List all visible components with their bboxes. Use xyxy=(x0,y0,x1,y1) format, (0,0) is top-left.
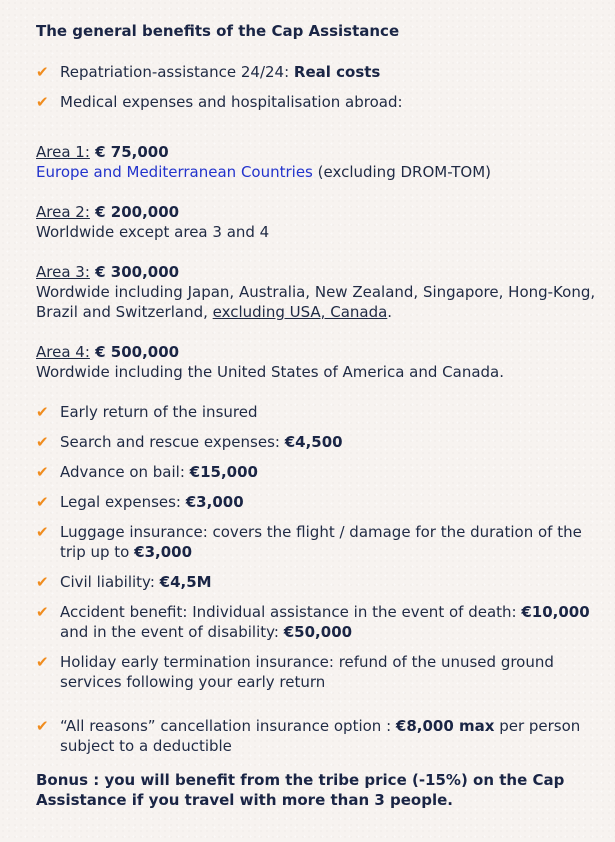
item-text: Accident benefit: Individual assistance in the event of death: xyxy=(60,603,522,621)
area-label: Area 4: xyxy=(36,343,90,361)
item-value: €3,000 xyxy=(185,493,244,511)
checkmark-icon: ✔ xyxy=(36,63,49,81)
item-text: Early return of the insured xyxy=(60,403,258,421)
list-item-cancellation xyxy=(36,716,596,756)
item-text: Medical expenses and hospitalisation abroad: xyxy=(60,93,403,111)
area-description: (excluding DROM-TOM) xyxy=(312,163,491,181)
item-value-2: €50,000 xyxy=(283,623,353,641)
list-item xyxy=(36,652,596,692)
list-item xyxy=(36,432,596,452)
area-3 xyxy=(36,262,596,322)
checkmark-icon: ✔ xyxy=(36,433,49,451)
item-text: Search and rescue expenses: xyxy=(60,433,285,451)
item-value: €3,000 xyxy=(134,543,193,561)
list-item xyxy=(36,492,596,512)
item-value: €15,000 xyxy=(189,463,258,481)
checkmark-icon: ✔ xyxy=(36,493,49,511)
area-description: Wordwide including the United States of America and Canada. xyxy=(36,363,505,381)
area-4 xyxy=(36,342,596,382)
item-value: €10,000 xyxy=(521,603,590,621)
list-item xyxy=(36,62,596,82)
item-text: Luggage insurance: covers the flight / damage for the duration of the trip up to xyxy=(60,523,582,561)
list-item xyxy=(36,522,596,562)
list-item xyxy=(36,462,596,482)
item-text: Legal expenses: xyxy=(60,493,186,511)
list-item xyxy=(36,402,596,422)
item-text: “All reasons” cancellation insurance option : xyxy=(60,717,396,735)
area-1 xyxy=(36,142,596,182)
area-amount: € 500,000 xyxy=(89,343,180,361)
benefits-page xyxy=(36,20,596,810)
item-text-2: and in the event of disability: xyxy=(60,623,284,641)
item-value: €4,500 xyxy=(284,433,343,451)
item-text: Holiday early termination insurance: refund of the unused ground services following your early return xyxy=(60,653,554,691)
checkmark-icon: ✔ xyxy=(36,573,49,591)
item-value: €4,5M xyxy=(159,573,212,591)
item-value: Real costs xyxy=(293,63,381,81)
checkmark-icon: ✔ xyxy=(36,523,49,541)
item-value: €8,000 max xyxy=(395,717,495,735)
checkmark-icon: ✔ xyxy=(36,403,49,421)
item-text: Advance on bail: xyxy=(60,463,190,481)
area-description-end: . xyxy=(387,303,393,321)
area-amount: € 300,000 xyxy=(89,263,180,281)
checkmark-icon: ✔ xyxy=(36,717,49,735)
checkmark-icon: ✔ xyxy=(36,93,49,111)
bonus-note: Bonus : you will benefit from the tribe price (-15%) on the Cap Assistance if you travel with more than 3 people. xyxy=(36,771,565,809)
area-label: Area 1: xyxy=(36,143,90,161)
area-label: Area 3: xyxy=(36,263,90,281)
area-2 xyxy=(36,202,596,242)
checkmark-icon: ✔ xyxy=(36,603,49,621)
checkmark-icon: ✔ xyxy=(36,463,49,481)
item-text: Civil liability: xyxy=(60,573,160,591)
list-item xyxy=(36,572,596,592)
list-item xyxy=(36,92,596,112)
top-benefits-list xyxy=(36,62,596,112)
list-item xyxy=(36,602,596,642)
area-description: Worldwide except area 3 and 4 xyxy=(36,223,270,241)
item-text: Repatriation-assistance 24/24: xyxy=(60,63,294,81)
page-title: The general benefits of the Cap Assistance xyxy=(36,22,400,40)
area-exclusion-link[interactable]: excluding USA, Canada xyxy=(212,303,388,321)
area-description: Wordwide including Japan, Australia, New Zealand, Singapore, Hong-Kong, Brazil and Switzerland, xyxy=(36,283,596,321)
area-amount: € 75,000 xyxy=(89,143,169,161)
benefits-list xyxy=(36,402,596,756)
area-label: Area 2: xyxy=(36,203,90,221)
area-amount: € 200,000 xyxy=(89,203,180,221)
checkmark-icon: ✔ xyxy=(36,653,49,671)
item-text-2: per person subject to a deductible xyxy=(60,717,581,755)
area-region-link[interactable]: Europe and Mediterranean Countries xyxy=(36,163,313,181)
